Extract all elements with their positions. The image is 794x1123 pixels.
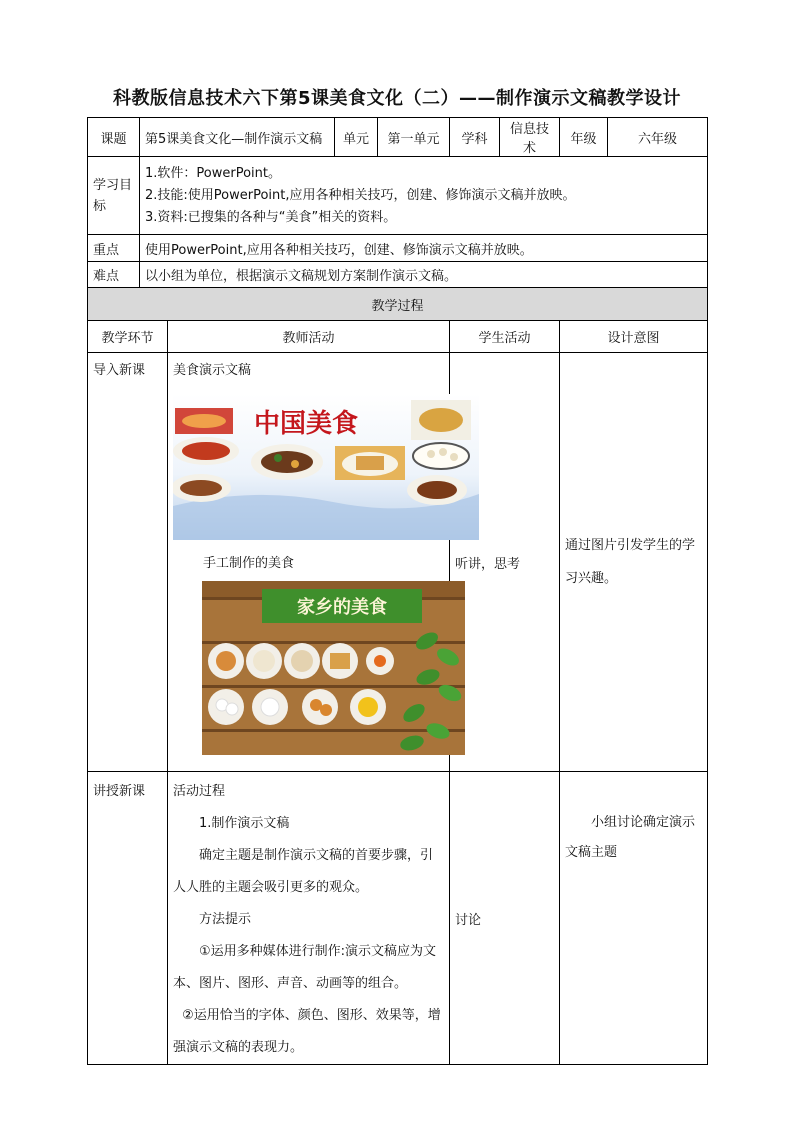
- lecture-line: 确定主题是制作演示文稿的首要步骤，引人人胜的主题会吸引更多的观众。: [173, 848, 434, 895]
- intro-row: [88, 353, 708, 772]
- intro-design-intent: 通过图片引发学生的学习兴趣。: [560, 353, 708, 772]
- lecture-line: 活动过程: [173, 784, 226, 799]
- objectives-label: 学习目标: [88, 157, 140, 235]
- lecture-line: ①运用多种媒体进行制作:演示文稿应为文本、图片、图形、声音、动画等的组合。: [173, 944, 437, 991]
- subject-value: 信息技术: [500, 118, 560, 157]
- topic-value: 第5课美食文化—制作演示文稿: [140, 118, 335, 157]
- lecture-teacher-cell: [168, 772, 450, 1065]
- lecture-line: 方法提示: [199, 912, 252, 927]
- column-header-teacher: 教师活动: [168, 321, 450, 353]
- grade-value: 六年级: [608, 118, 708, 157]
- objective-item: 2.技能:使用PowerPoint,应用各种相关技巧，创建、修饰演示文稿并放映。: [145, 187, 576, 203]
- lecture-student-activity: 讨论: [450, 772, 560, 1065]
- board-title-text: 家乡的美食: [297, 597, 387, 618]
- lesson-plan-table: [87, 117, 708, 1065]
- column-header-stage: 教学环节: [88, 321, 168, 353]
- column-header-intent: 设计意图: [560, 321, 708, 353]
- key-point-value: 使用PowerPoint,应用各种相关技巧，创建、修饰演示文稿并放映。: [140, 235, 708, 262]
- difficulty-row: [88, 262, 708, 288]
- intro-student-activity: 听讲，思考: [450, 353, 560, 772]
- intro-teacher-heading: 美食演示文稿: [173, 363, 252, 378]
- column-header-student: 学生活动: [450, 321, 560, 353]
- lecture-stage: 讲授新课: [88, 772, 168, 1065]
- slide-title-text: 中国美食: [253, 409, 359, 439]
- lecture-line: ②运用恰当的字体、颜色、图形、效果等，增强演示文稿的表现力。: [173, 1008, 441, 1055]
- key-point-row: [88, 235, 708, 262]
- process-header: 教学过程: [88, 288, 708, 321]
- objective-item: 1.软件：PowerPoint。: [145, 165, 281, 181]
- difficulty-label: 难点: [88, 262, 140, 288]
- lecture-line: 1.制作演示文稿: [199, 816, 290, 831]
- difficulty-value: 以小组为单位，根据演示文稿规划方案制作演示文稿。: [140, 262, 708, 288]
- objectives-row: [88, 157, 708, 235]
- objectives-list: [140, 157, 708, 235]
- intro-stage: 导入新课: [88, 353, 168, 772]
- chinese-food-slide-image: [173, 394, 479, 540]
- topic-label: 课题: [88, 118, 140, 157]
- intro-teacher-cell: [168, 353, 450, 772]
- handmade-food-label: 手工制作的美食: [203, 556, 295, 571]
- key-point-label: 重点: [88, 235, 140, 262]
- column-header-row: [88, 321, 708, 353]
- header-row: [88, 118, 708, 157]
- objective-item: 3.资料:已搜集的各种与“美食”相关的资料。: [145, 209, 397, 225]
- subject-label: 学科: [450, 118, 500, 157]
- grade-label: 年级: [560, 118, 608, 157]
- process-header-row: [88, 288, 708, 321]
- unit-label: 单元: [335, 118, 378, 157]
- hometown-food-board-image: [202, 581, 465, 755]
- lecture-row: [88, 772, 708, 1065]
- unit-value: 第一单元: [378, 118, 450, 157]
- document-title: 科教版信息技术六下第5课美食文化（二）——制作演示文稿教学设计: [112, 88, 682, 109]
- lecture-design-intent: 小组讨论确定演示文稿主题: [560, 772, 708, 1065]
